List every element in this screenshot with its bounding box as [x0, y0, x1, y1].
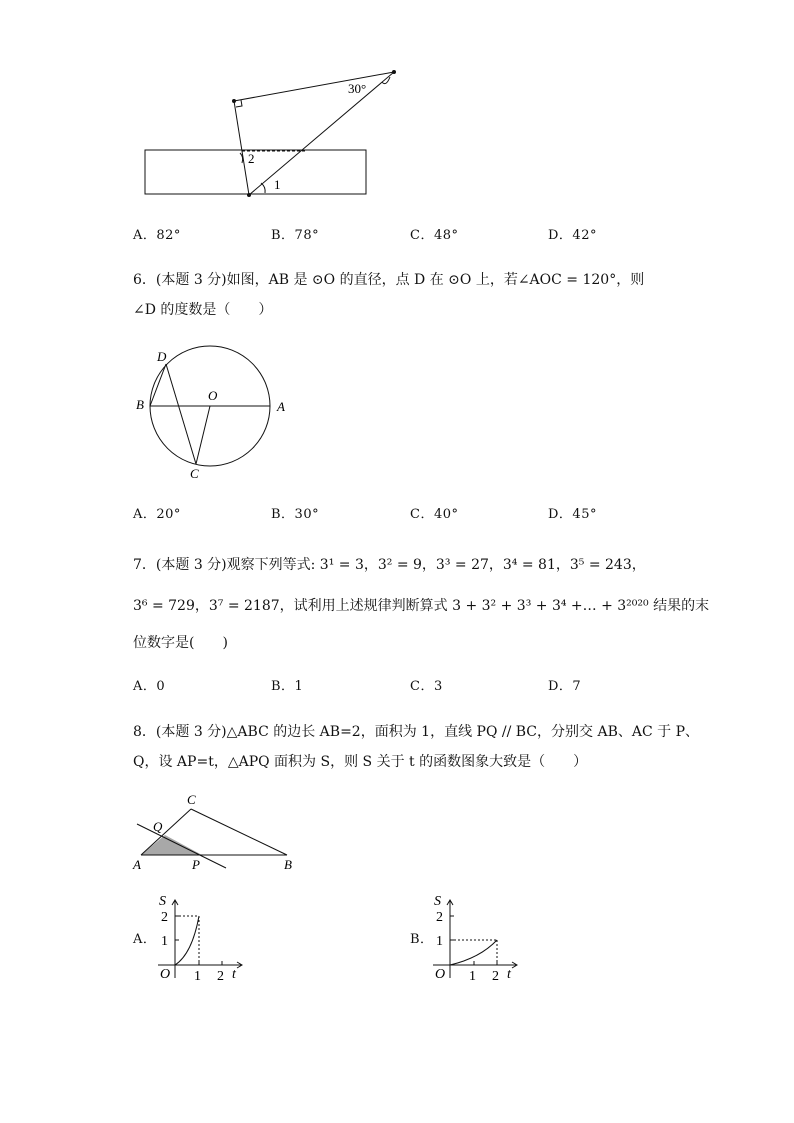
q8-graph-b[interactable]	[425, 892, 525, 987]
label-p: P	[192, 857, 200, 872]
q8-graph-a[interactable]	[150, 892, 250, 987]
label-o: O	[160, 967, 171, 982]
label-x1: 1	[194, 969, 201, 984]
label-o: O	[435, 967, 446, 982]
q8-option-a[interactable]: A．	[133, 932, 157, 947]
triangle-hypotenuse	[249, 72, 394, 195]
label-o: O	[208, 388, 218, 403]
q5-option-b[interactable]: B．78°	[271, 228, 320, 243]
label-x2: 2	[492, 969, 499, 984]
label-y2: 2	[161, 910, 168, 925]
q6-option-a[interactable]: A．20°	[133, 507, 181, 522]
q8-triangle-figure	[128, 790, 308, 875]
q6-option-b[interactable]: B．30°	[271, 507, 320, 522]
vertex-dot	[392, 70, 396, 74]
q7-text-line3: 位数字是( )	[133, 635, 228, 651]
label-30: 30°	[348, 81, 367, 96]
label-q: Q	[153, 819, 163, 834]
side-cb	[191, 809, 287, 855]
label-x2: 2	[217, 969, 224, 984]
q5-option-c[interactable]: C．48°	[410, 228, 459, 243]
label-c: C	[190, 466, 199, 481]
chord-dc	[166, 364, 196, 464]
q5-figure	[140, 65, 410, 205]
q8-text-line1: 8．(本题 3 分)△ABC 的边长 AB=2，面积为 1，直线 PQ // BC，分别交 AB、AC 于 P、	[133, 724, 700, 740]
q7-option-d[interactable]: D．7	[548, 679, 582, 694]
label-b: B	[136, 397, 144, 412]
q8-option-b[interactable]: B．	[410, 932, 434, 947]
label-s: S	[159, 894, 166, 909]
q6-text-line1: 6．(本题 3 分)如图，AB 是 ⊙O 的直径，点 D 在 ⊙O 上，若∠AOC = 120°，则	[133, 272, 645, 288]
label-t: t	[232, 967, 236, 982]
q7-option-b[interactable]: B．1	[271, 679, 304, 694]
right-angle-mark	[236, 100, 242, 107]
q5-option-d[interactable]: D．42°	[548, 228, 597, 243]
ruler-rect	[145, 150, 366, 194]
vertex-dot	[232, 99, 236, 103]
label-d: D	[157, 349, 167, 364]
label-a: A	[133, 857, 141, 872]
q7-text-line1: 7．(本题 3 分)观察下列等式: 3¹ = 3，3² = 9，3³ = 27，3⁴ = 81，3⁵ = 243，	[133, 557, 646, 573]
q7-option-a[interactable]: A．0	[133, 679, 166, 694]
label-t: t	[507, 967, 511, 982]
label-1: 1	[274, 177, 281, 192]
label-y2: 2	[436, 910, 443, 925]
radius-oc	[196, 406, 210, 464]
vertex-dot	[247, 193, 251, 197]
q6-circle-figure	[130, 345, 300, 485]
q7-option-c[interactable]: C．3	[410, 679, 443, 694]
label-s: S	[434, 894, 441, 909]
label-b: B	[284, 857, 292, 872]
label-y1: 1	[161, 934, 168, 949]
label-2: 2	[248, 151, 255, 166]
q6-option-d[interactable]: D．45°	[548, 507, 597, 522]
q6-text-line2: ∠D 的度数是（ ）	[133, 302, 273, 318]
q6-option-c[interactable]: C．40°	[410, 507, 459, 522]
angle-30-arc	[382, 77, 390, 84]
q7-text-line2: 3⁶ = 729，3⁷ = 2187，试利用上述规律判断算式 3 + 3² + 3³ + 3⁴ +… + 3²⁰²⁰ 结果的末	[133, 598, 710, 614]
chord-bd	[150, 364, 166, 406]
triangle-left-edge	[234, 101, 249, 195]
label-c: C	[187, 792, 196, 807]
triangle-top-edge	[234, 72, 394, 101]
q8-text-line2: Q，设 AP=t，△APQ 面积为 S，则 S 关于 t 的函数图象大致是（ ）	[133, 754, 588, 770]
q5-option-a[interactable]: A．82°	[133, 228, 181, 243]
label-y1: 1	[436, 934, 443, 949]
label-a: A	[277, 399, 285, 414]
label-x1: 1	[469, 969, 476, 984]
